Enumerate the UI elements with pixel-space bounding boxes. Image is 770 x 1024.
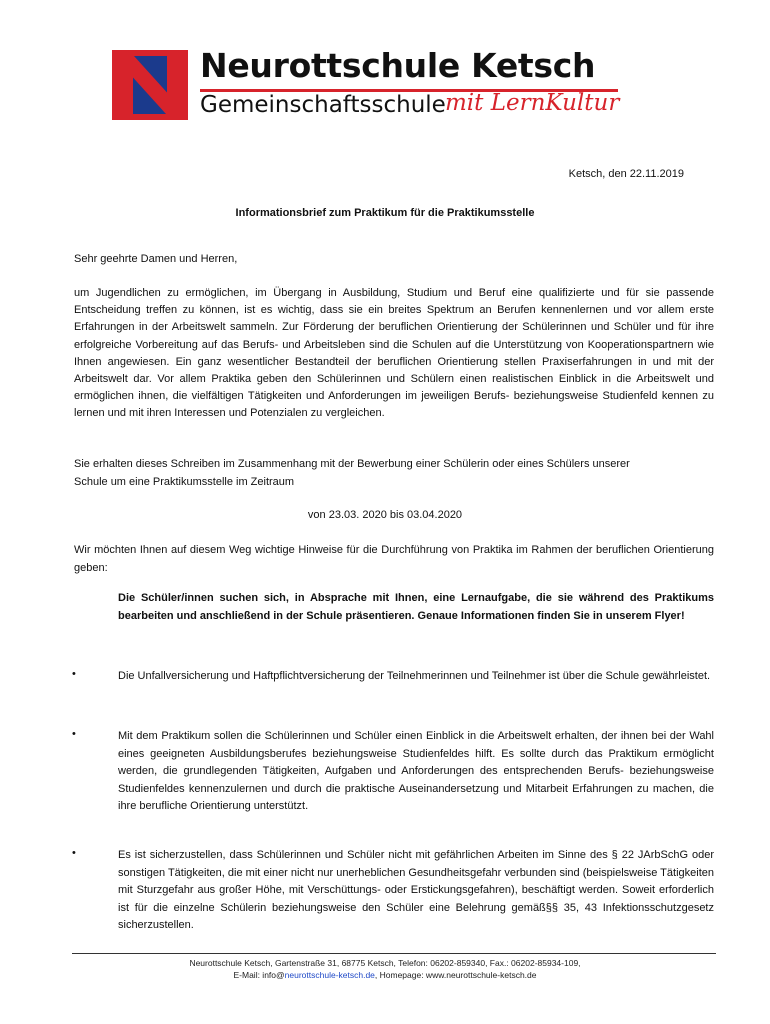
application-line-2: Schule um eine Praktikumsstelle im Zeitraum bbox=[74, 475, 295, 488]
footer-email-link[interactable]: neurottschule-ketsch.de bbox=[284, 970, 375, 980]
footer-contact bbox=[0, 969, 770, 982]
learning-task-note: Die Schüler/innen suchen sich, in Absprache mit Ihnen, eine Lernaufgabe, die sie während des Praktikums bearbeiten und anschließend in der Schule präsentieren. Genaue Informationen finden Sie in unserem Flyer! bbox=[118, 592, 714, 622]
salutation: Sehr geehrte Damen und Herren, bbox=[74, 253, 238, 265]
bullet-safety: Es ist sicherzustellen, dass Schülerinnen und Schüler nicht mit gefährlichen Arbeiten im Sinne des § 22 JArbSchG oder sonstigen Tätigkeiten, die mit einer nicht nur unerheblichen Gesundheitsgefahr verbunden sind (beispielsweise Tätigkeiten mit Sturzgefahr aus großer Höhe, mit Verschüttungs- oder Erstickungsgefahren), beschäftigt werden. Soweit erforderlich ist für die einzelne Schülerin beziehungsweise den Schüler eine Belehrung gemäß§§ 35, 43 Infektionsschutzgesetz sicherzustellen. bbox=[118, 849, 714, 931]
bullet-marker: • bbox=[72, 668, 76, 680]
footer-homepage: , Homepage: www.neurottschule-ketsch.de bbox=[374, 970, 537, 980]
bullet-purpose: Mit dem Praktikum sollen die Schülerinnen und Schüler einen Einblick in die Arbeitswelt erhalten, der ihnen bei der Wahl eines geeigneten Ausbildungsberufes beziehungsweise Studienfeldes hilft. Es sollte durch das Praktikum ermöglicht werden, die grundlegenden Tätigkeiten, Aufgaben und Anforderungen des entsprechenden Berufs- beziehungsweise Studienfeldes kennenzulernen und durch die praktische Auseinandersetzung und Mitarbeit Erfahrungen zu machen, die ihre berufliche Orientierung unterstützt. bbox=[118, 730, 714, 812]
letter-date: Ketsch, den 22.11.2019 bbox=[568, 168, 684, 180]
school-tagline: mit LernKultur bbox=[445, 90, 620, 116]
intro-paragraph: um Jugendlichen zu ermöglichen, im Übergang in Ausbildung, Studium und Beruf eine qualifizierte und für sie passende Entscheidung treffen zu können, ist es wichtig, dass sie ein breites Spektrum an Berufen kennenlernen und vor allem erste Erfahrungen in der Arbeitswelt sammeln. Zur Förderung der beruflichen Orientierung der Schülerinnen und Schüler und für ihre erfolgreiche Vorbereitung auf das Berufs- und Arbeitsleben sind die Schulen auf die Unterstützung von Kooperationspartnern wie Ihnen angewiesen. Ein ganz wesentlicher Bestandteil der beruflichen Orientierung stellen Praxiserfahrungen in und mit der Arbeitswelt dar. Vor allem Praktika geben den Schülerinnen und Schülern einen realistischen Einblick in die Arbeitswelt und ermöglichen ihnen, die vielfältigen Tätigkeiten und Anforderungen im jeweiligen Berufs- beziehungsweise Studienfeld kennen zu lernen und mit ihren Interessen und Potenzialen zu vergleichen. bbox=[74, 287, 714, 420]
school-logo-n-icon bbox=[112, 50, 188, 120]
application-line-1: Sie erhalten dieses Schreiben im Zusammenhang mit der Bewerbung einer Schülerin oder eines Schülers unserer bbox=[74, 458, 630, 470]
application-paragraph bbox=[74, 456, 714, 491]
school-name: Neurottschule Ketsch bbox=[200, 46, 596, 85]
school-type: Gemeinschaftsschule bbox=[200, 92, 446, 118]
footer-address: Neurottschule Ketsch, Gartenstraße 31, 68775 Ketsch, Telefon: 06202-859340, Fax.: 06202-85934-109, bbox=[189, 958, 581, 968]
bullet-marker: • bbox=[72, 728, 76, 740]
footer-email-label: E-Mail: info@ bbox=[233, 970, 285, 980]
internship-period: von 23.03. 2020 bis 03.04.2020 bbox=[307, 509, 463, 521]
footer-divider bbox=[72, 953, 716, 954]
notes-intro-paragraph: Wir möchten Ihnen auf diesem Weg wichtige Hinweise für die Durchführung von Praktika im Rahmen der beruflichen Orientierung geben: bbox=[74, 544, 714, 574]
bullet-marker: • bbox=[72, 847, 76, 859]
bullet-insurance: Die Unfallversicherung und Haftpflichtversicherung der Teilnehmerinnen und Teilnehmer ist über die Schule gewährleistet. bbox=[118, 670, 711, 682]
letter-subject: Informationsbrief zum Praktikum für die Praktikumsstelle bbox=[235, 207, 535, 219]
